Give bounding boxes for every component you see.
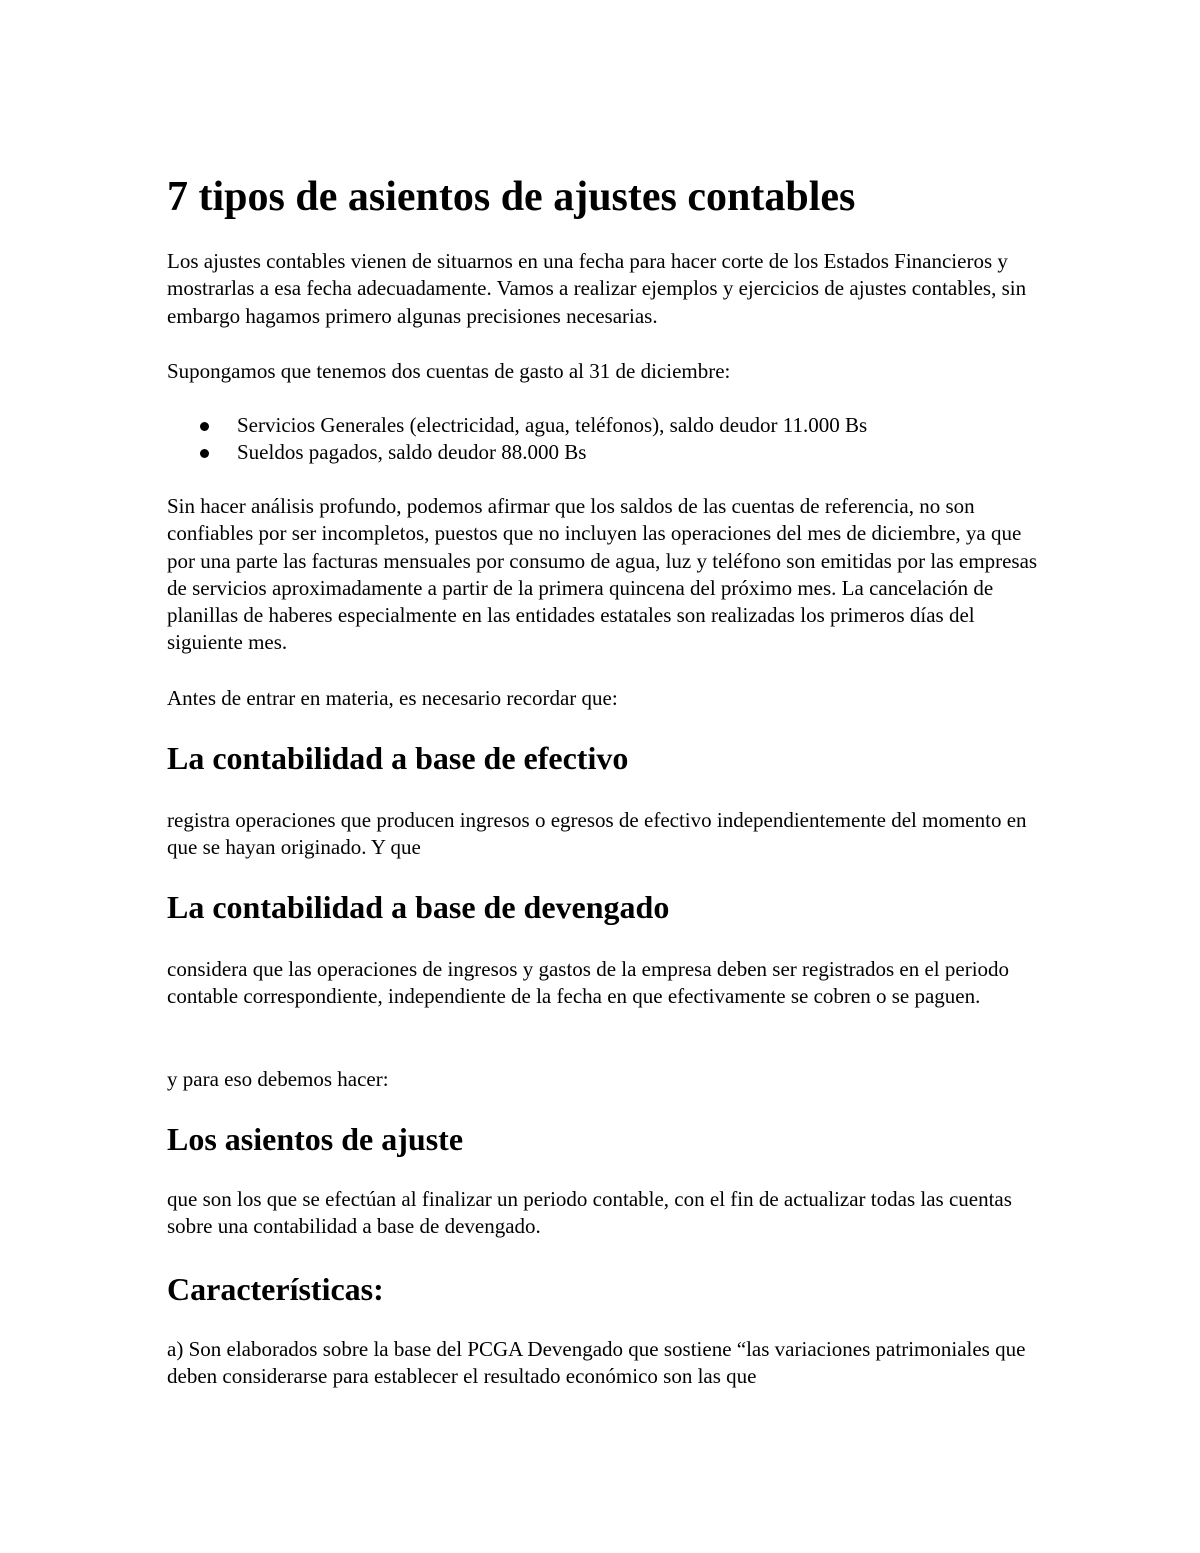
heading-efectivo: La contabilidad a base de efectivo: [167, 740, 629, 776]
list-item: [167, 412, 1042, 439]
caracteristicas-paragraph: a) Son elaborados sobre la base del PCGA Devengado que sostiene “las variaciones patrimoniales que deben considerarse para establecer el resultado económico son las que: [167, 1337, 1026, 1389]
para-eso-paragraph: y para eso debemos hacer:: [167, 1067, 389, 1091]
suppose-paragraph: Supongamos que tenemos dos cuentas de gasto al 31 de diciembre:: [167, 359, 731, 383]
asientos-paragraph: que son los que se efectúan al finalizar un periodo contable, con el fin de actualizar todas las cuentas sobre una contabilidad a base de devengado.: [167, 1187, 1012, 1239]
list-item-text: Sueldos pagados, saldo deudor 88.000 Bs: [237, 440, 587, 465]
devengado-paragraph: considera que las operaciones de ingresos y gastos de la empresa deben ser registrados en el periodo contable correspondiente, independiente de la fecha en que efectivamente se cobren o se paguen.: [167, 957, 1010, 1009]
list-item-text: Servicios Generales (electricidad, agua, teléfonos), saldo deudor 11.000 Bs: [237, 413, 868, 437]
bullet-icon: [200, 422, 209, 431]
heading-caracteristicas: Características:: [167, 1271, 384, 1307]
heading-asientos: Los asientos de ajuste: [167, 1121, 464, 1157]
analysis-paragraph: Sin hacer análisis profundo, podemos afirmar que los saldos de las cuentas de referencia, no son confiables por ser incompletos, puestos que no incluyen las operaciones del mes de diciembre, ya que por una parte las facturas mensuales por consumo de agua, luz y teléfono son emitidas por las empresas de servicios aproximadamente a partir de la primera quincena del próximo mes. La cancelación de planillas de haberes especialmente en las entidades estatales son realizadas los primeros días del siguiente mes.: [167, 494, 1038, 655]
document-title: 7 tipos de asientos de ajustes contables: [167, 174, 856, 220]
expense-accounts-list: [167, 412, 1042, 467]
list-item: [167, 439, 1042, 466]
intro-paragraph: Los ajustes contables vienen de situarnos en una fecha para hacer corte de los Estados Financieros y mostrarlas a esa fecha adecuadamente. Vamos a realizar ejemplos y ejercicios de ajustes contables, sin embargo hagamos primero algunas precisiones necesarias.: [167, 249, 1027, 328]
heading-devengado: La contabilidad a base de devengado: [167, 889, 670, 925]
before-paragraph: Antes de entrar en materia, es necesario recordar que:: [167, 686, 618, 710]
efectivo-paragraph: registra operaciones que producen ingresos o egresos de efectivo independientemente del momento en que se hayan originado. Y que: [167, 808, 1027, 860]
bullet-icon: [200, 449, 209, 458]
